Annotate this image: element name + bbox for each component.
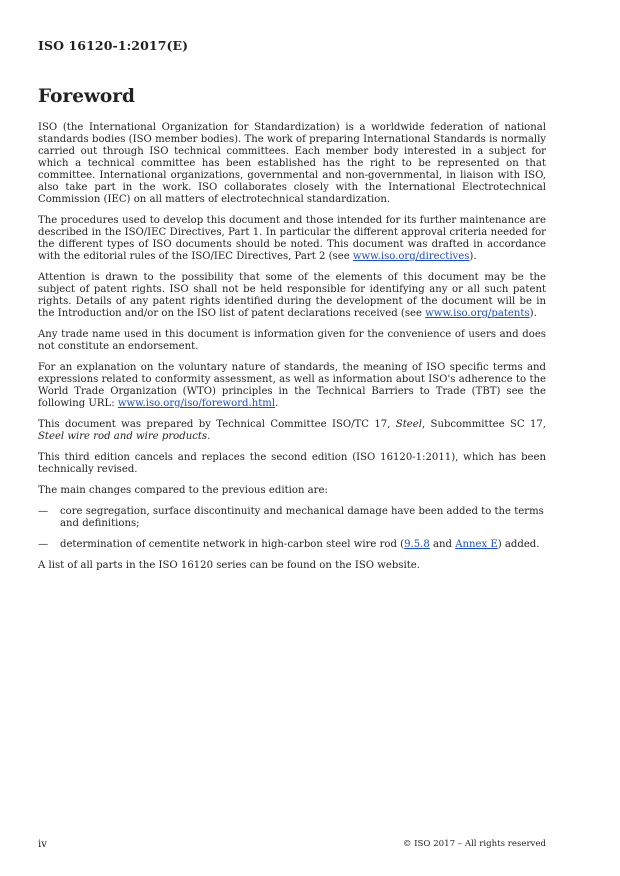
paragraph-patents: Attention is drawn to the possibility that some of the elements of this document may be the subject of patent rights. ISO shall not be held responsible for identifying any or all such patent rights. Details of any patent rights identified during the development of the document will be in the Introduction and/or on the ISO list of patent declarations received (see www.iso.org/patents). <box>38 272 546 319</box>
change-terms-definitions: core segregation, surface discontinuity and mechanical damage have been added to the terms and definitions; <box>60 506 544 529</box>
committee-name: Steel <box>395 419 422 430</box>
paragraph-committee: This document was prepared by Technical Committee ISO/TC 17, Steel, Subcommittee SC 17, Steel wire rod and wire products. <box>38 419 546 442</box>
paragraph-voluntary-nature: For an explanation on the voluntary nature of standards, the meaning of ISO specific terms and expressions related to conformity assessment, as well as information about ISO's adherence to the World Trade Organization (WTO) principles in the Technical Barriers to Trade (TBT) see the following URL: www.iso.org/iso/foreword.html. <box>38 362 546 409</box>
directives-link[interactable]: www.iso.org/directives <box>352 251 470 262</box>
list-dash: — <box>38 539 49 550</box>
paragraph-series-parts: A list of all parts in the ISO 16120 series can be found on the ISO website. <box>38 560 420 571</box>
change-cementite-network: determination of cementite network in high-carbon steel wire rod (9.5.8 and Annex E) added. <box>60 539 540 550</box>
subcommittee-name: Steel wire rod and wire products <box>38 431 208 442</box>
foreword-body <box>38 122 546 581</box>
copyright-notice: © ISO 2017 – All rights reserved <box>402 839 546 849</box>
list-dash: — <box>38 506 49 517</box>
paragraph-procedures: The procedures used to develop this document and those intended for its further maintenance are described in the ISO/IEC Directives, Part 1. In particular the different approval criteria needed for the different types of ISO documents should be noted. This document was drafted in accordance with the editorial rules of the ISO/IEC Directives, Part 2 (see www.iso.org/directives). <box>38 215 546 262</box>
document-header-id: ISO 16120-1:2017(E) <box>38 38 189 53</box>
paragraph-trade-name: Any trade name used in this document is information given for the convenience of users and does not constitute an endorsement. <box>38 329 546 352</box>
annex-e-link[interactable]: Annex E <box>455 539 498 550</box>
list-item <box>38 539 546 551</box>
paragraph-iso-intro: ISO (the International Organization for Standardization) is a worldwide federation of national standards bodies (ISO member bodies). The work of preparing International Standards is normally carried out through ISO technical committees. Each member body interested in a subject for which a technical committee has been established has the right to be represented on that committee. International organizations, governmental and non-governmental, in liaison with ISO, also take part in the work. ISO collaborates closely with the International Electrotechnical Commission (IEC) on all matters of electrotechnical standardization. <box>38 122 546 205</box>
page-title: Foreword <box>38 86 135 107</box>
list-item <box>38 506 546 530</box>
paragraph-edition: This third edition cancels and replaces the second edition (ISO 16120-1:2011), which has been technically revised. <box>38 452 546 475</box>
foreword-url-link[interactable]: www.iso.org/iso/foreword.html <box>117 398 276 409</box>
paragraph-changes-intro: The main changes compared to the previous edition are: <box>38 485 328 496</box>
clause-9-5-8-link[interactable]: 9.5.8 <box>404 539 430 550</box>
patents-link[interactable]: www.iso.org/patents <box>425 308 530 319</box>
page-number: iv <box>38 839 47 850</box>
